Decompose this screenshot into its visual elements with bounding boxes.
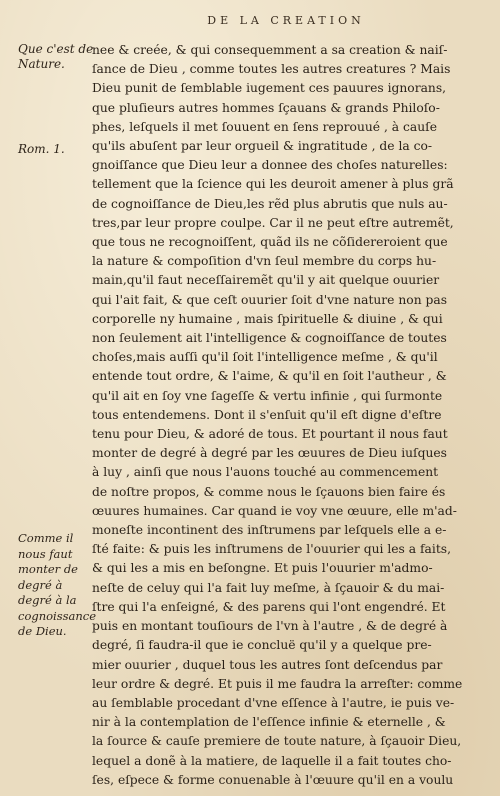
text-line: qui l'ait fait, & que ceſt ouurier ſoit d'vne nature non pas (92, 292, 448, 307)
text-line: tellement que la ſcience qui les deuroit amener à plus grã (92, 177, 454, 192)
text-line: mier ouurier , duquel tous les autres ſont deſcendus par (92, 657, 443, 672)
text-line: Dieu punit de ſemblable iugement ces pauures ignorans, (92, 81, 447, 96)
text-line: qu'il ait en ſoy vne ſageſſe & vertu infinie , qui ſurmonte (92, 388, 443, 403)
text-line: entende tout ordre, & l'aime, & qu'il en ſoit l'autheur , & (92, 369, 447, 384)
text-line: ſté faite: & puis les inſtrumens de l'ouurier qui les a faits, (92, 542, 451, 557)
text-line: ſance de Dieu , comme toutes les autres creatures ? Mais (92, 62, 451, 77)
text-line: nir à la contemplation de l'eſſence infinie & eternelle , & (92, 715, 446, 730)
text-line: la nature & compoſition d'vn ſeul membre du corps hu- (92, 254, 437, 269)
running-head: DE LA CREATION (207, 14, 365, 27)
text-line: qu'ils abuſent par leur orgueil & ingratitude , de la co- (92, 139, 433, 154)
text-line: neſte de celuy qui l'a fait luy meſme, à ſçauoir & du mai- (92, 580, 445, 595)
text-line: tenu pour Dieu, & adoré de tous. Et pourtant il nous faut (92, 427, 448, 442)
text-line: que pluſieurs autres hommes ſçauans & grands Philoſo- (92, 100, 440, 115)
text-line: puis en montant touſiours de l'vn à l'autre , & de degré à (92, 619, 448, 634)
margin-note-degrees: Comme il nous faut monter de degré à degré à la cognoissance de Dieu. (18, 531, 97, 638)
text-line: leur ordre & degré. Et puis il me faudra la arreſter: comme (92, 676, 463, 691)
text-line: au ſemblable procedant d'vne eſſence à l'autre, ie puis ve- (92, 695, 455, 710)
text-line: moneſte incontinent des inſtrumens par leſquels elle a e- (92, 523, 447, 538)
text-line: ſtre qui l'a enſeigné, & des parens qui l'ont engendré. Et (92, 599, 446, 614)
text-line: œuures humaines. Car quand ie voy vne œuure, elle m'ad- (92, 503, 457, 518)
text-line: à luy , ainſi que nous l'auons touché au commencement (92, 465, 439, 480)
margin-note-nature: Que c'est de Nature. (18, 42, 94, 71)
text-line: de noſtre propos, & comme nous le ſçauons bien faire és (92, 484, 446, 499)
text-line: ſes, eſpece & forme conuenable à l'œuure qu'il en a voulu (92, 772, 454, 787)
text-line: corporelle ny humaine , mais ſpirituelle & diuine , & qui (92, 311, 443, 326)
body-text (92, 41, 480, 790)
text-line: tous entendemens. Dont il s'enſuit qu'il eſt digne d'eſtre (92, 407, 442, 422)
text-line: tres,par leur propre coulpe. Car il ne peut eſtre autremẽt, (92, 215, 454, 230)
text-line: main,qu'il faut neceſſairemẽt qu'il y ait quelque ouurier (92, 273, 440, 288)
text-line: gnoiſſance que Dieu leur a donnee des choſes naturelles: (92, 158, 448, 173)
text-line: monter de degré à degré par les œuures de Dieu iuſques (92, 446, 447, 461)
text-line: la ſource & cauſe premiere de toute nature, à ſçauoir Dieu, (92, 734, 462, 749)
text-line: & qui les a mis en beſongne. Et puis l'ouurier m'admo- (92, 561, 433, 576)
text-line: degré, ſi faudra-il que ie concluë qu'il y a quelque pre- (92, 638, 432, 653)
text-line: de cognoiſſance de Dieu,les rẽd plus abrutis que nuls au- (92, 196, 448, 211)
margin-note-romans: Rom. 1. (18, 142, 65, 156)
text-line: non ſeulement ait l'intelligence & cognoiſſance de toutes (92, 331, 447, 346)
text-line: que tous ne recognoiſſent, quãd ils ne cõſidereroient que (92, 235, 448, 250)
text-line: nee & creée, & qui consequemment a sa creation & naiſ- (92, 43, 448, 57)
text-line: phes, leſquels il met ſouuent en ſens reprouué , à cauſe (92, 119, 438, 134)
text-line: lequel a donẽ à la matiere, de laquelle il a fait toutes cho- (92, 753, 452, 768)
text-line: choſes,mais auſſi qu'il ſoit l'intelligence meſme , & qu'il (92, 350, 438, 365)
